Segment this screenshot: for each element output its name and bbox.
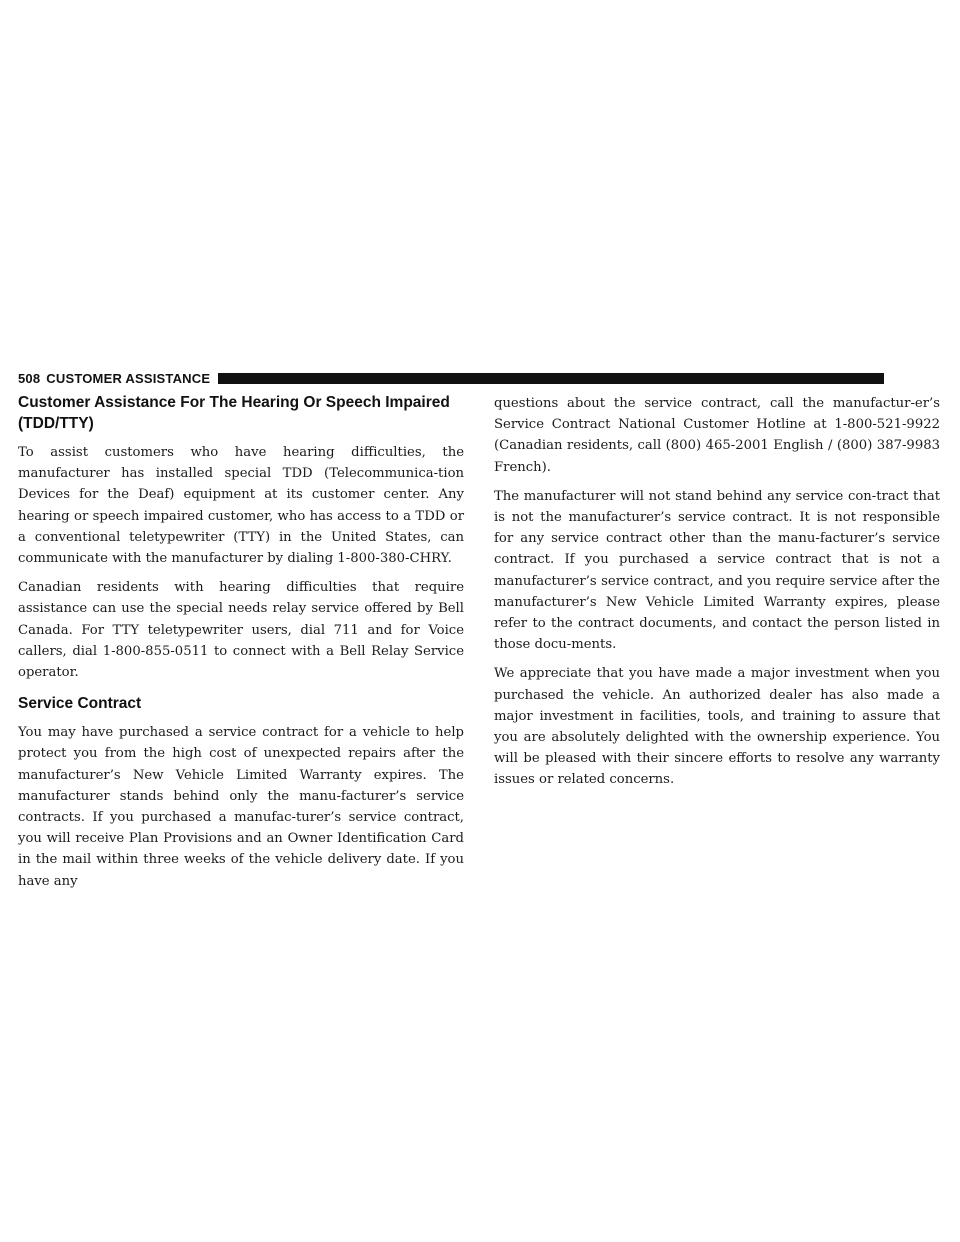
header-rule (218, 373, 884, 384)
paragraph-canada-relay: Canadian residents with hearing difficulties that require assistance can use the special needs relay service offered by Bell Canada. For TTY teletypewriter users, dial 711 and for Voice callers, dial 1-800-855-0511 to connect with a Bell Relay Service operator. (18, 580, 464, 681)
paragraph-non-manufacturer-contract: The manufacturer will not stand behind any service con-tract that is not the manufacturer’s service contract. It is not responsible for any service contract other than the manu-facturer’s service contract. If you purchased a service contract that is not a manufacturer’s service contract, and you require service after the manufacturer’s New Vehicle Limited Warranty expires, please refer to the contract documents, and contact the person listed in those docu-ments. (494, 488, 940, 653)
section-title: CUSTOMER ASSISTANCE (46, 370, 211, 386)
page-header (18, 370, 884, 386)
heading-hearing-impaired: Customer Assistance For The Hearing Or Speech Impaired (TDD/TTY) (18, 394, 450, 432)
left-column (18, 392, 464, 900)
paragraph-tdd: To assist customers who have hearing difficulties, the manufacturer has installed special TDD (Telecommunica-tion Devices for the Deaf) equipment at its customer center. Any hearing or speech impaired customer, who has access to a TDD or a conventional teletypewriter (TTY) in the United States, can communicate with the manufacturer by dialing 1-800-380-CHRY. (18, 445, 464, 567)
page-number: 508 (18, 370, 41, 386)
heading-service-contract: Service Contract (18, 695, 142, 713)
paragraph-appreciation: We appreciate that you have made a major investment when you purchased the vehicle. An authorized dealer has also made a major investment in facilities, tools, and training to assure that you are absolutely delighted with the ownership experience. You will be pleased with their sincere efforts to resolve any warranty issues or related concerns. (494, 666, 940, 788)
right-column (494, 393, 940, 799)
paragraph-service-contract: You may have purchased a service contract for a vehicle to help protect you from the high cost of unexpected repairs after the manufacturer’s New Vehicle Limited Warranty expires. The manufacturer stands behind only the manu-facturer’s service contracts. If you purchased a manufac-turer’s service contract, you will receive Plan Provisions and an Owner Identification Card in the mail within three weeks of the vehicle delivery date. If you have any (18, 725, 464, 889)
paragraph-hotline: questions about the service contract, call the manufactur-er’s Service Contract National Customer Hotline at 1-800-521-9922 (Canadian residents, call (800) 465-2001 English / (800) 387-9983 French). (494, 396, 940, 475)
